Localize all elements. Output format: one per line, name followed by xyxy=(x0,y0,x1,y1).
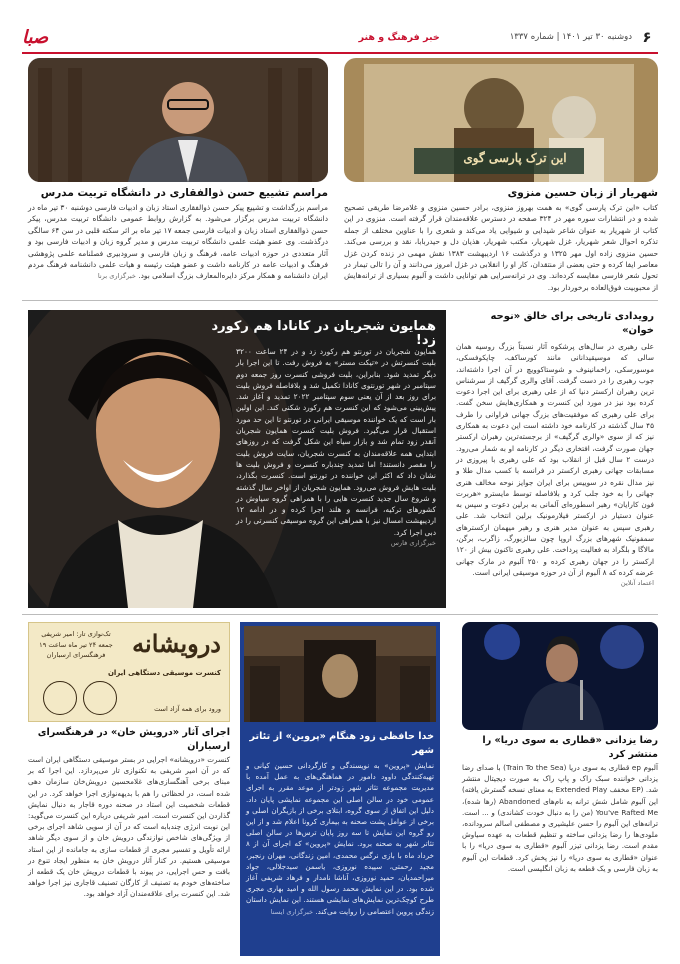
ad-subtitle: کنسرت موسیقی دستگاهی ایران xyxy=(107,669,221,677)
concert-ad xyxy=(28,622,230,722)
zolfaghari-byline: خبرگزاری برنا xyxy=(97,272,136,281)
page-number: ۶ xyxy=(642,28,652,46)
parvin-byline: خبرگزاری ایسنا xyxy=(270,907,314,916)
ad-venue: فرهنگسرای ارسباران xyxy=(46,651,106,659)
darvishaneh-body: کنسرت «درویشانه» اجرایی در بستر موسیقی دستگاهی ایران است که در آن امیر شریفی به تکنوازی تار می‌پردازد. این اجرا که بر مبنای برخی آهنگسازی‌های غلامحسین درویش‌خان سازمان دهی شده است، در لحظاتی را هم با بدیهه‌نوازی اجرا خواهد کرد. در این قطعات شخصیت این استاد در صحنه دوره قاجار به دنبال نمایش گذاردن این کنسرت است. امیر شریفی درباره این کنسرت می‌گوید: این نوبت انرژی چندبابه است که در آن از سویی شاهد اجرای برخی از ویژگی‌های شاخص نوازندگی درویش خان و از سوی دیگر شاهد ارائه تأویل و تفسیر مجری از قطعات سازی به جامانده از این استاد موسیقی هستیم. در کنار آثار درویش خان به منظور ایجاد تنوع در بافت و حس اجرایی، در پیوند با قطعات درویش خان یک قطعه از ساخته‌های خودم به تصنیف از کارگان تصنیف قاجاری نیز اجرا خواهد شد. این کنسرت برای علاقه‌مندان آزاد خواهد بود. xyxy=(28,755,230,899)
section-title: خبر فرهنگ و هنر xyxy=(358,31,440,43)
zolfaghari-photo xyxy=(28,58,328,182)
monzavi-body: کتاب «این ترک پارسی گوی» به همت بهروز منزوی، برادر حسین منزوی و غلامرضا طریقی تصحیح شده و در انتشارات سوره مهر در ۳۲۴ صفحه در دسترس علاقه‌مندان قرار گرفته است. منزوی در این کتاب از شهریار به عنوان شاعر شیدایی و شیوایی یاد می‌کند و شعری را با عناوین مختلف از جمله تذکره احوال شعر شهریار، غزل شهریار، مکتب شهریار، هذیان دل و حیدربابا، نقد و بررسی می‌کند. حسین منزوی زاده اول مهر ۱۳۲۵ و درگذشت ۱۶ اردیبهشت ۱۳۸۳ نقش مهمی در زنده کردن غزل معاصر ایفا کرده و حتی بعضی از منتقدان، کار او را انقلابی در غزل امروز می‌دانند و آن را تالی تیمار در تحول شعر فارسی مقایسه کرده‌اند. وی در ترانه‌سرایی هم توانایی داشت و آلبوم بسیاری از ترانه‌هایش از محبوبیت فوق‌العاده برخوردار بود. xyxy=(344,203,659,292)
emblem-icon-2 xyxy=(83,681,117,715)
yazdani-headline: رضا یزدانی «قطاری به سوی دریا» را منتشر کرد xyxy=(482,735,658,760)
section-divider-2 xyxy=(22,614,658,615)
header-rule xyxy=(22,52,658,54)
story-monzavi xyxy=(344,58,658,293)
newspaper-logo: صبا xyxy=(22,26,49,48)
page-header xyxy=(22,26,658,48)
story-zolfaghari xyxy=(28,58,328,283)
yazdani-photo xyxy=(462,622,658,730)
rahbari-body xyxy=(456,341,654,590)
book-cover-title: این ترک پارسی گوی xyxy=(463,151,567,165)
rahbari-text: علی رهبری در سال‌های پرشکوه آثار نسبتاً بزرگ روسیه همان سالی که موسیقیدانانی مانند کورساکف، چایکوفسکی، موسورسکی، راخمانینوف و شوستاکوویچ در آن اجرا داشته‌اند، جوب رهبری را در دست گرفت. آقای والری گرگیف از سرشناس ترین رهبران ارکستر دنیا که از علی رهبری برای این اجرا دعوت کرده بود نیز در مورد این کنسرت و همکاری‌هایش سخن گفت. برای علی رهبری که موفقیت‌های بزرگ جهانی فراوانی را طرف ۴۵ سال گذشته در کارنامه خود داشته است این دعوت به همکاری نیز که از سوی «والری گرگیف» از برجسته‌ترین رهبران ارکستر جهان صورت گرفت، افتخاری دیگر در کارنامه او به شمار می‌رود. درست ۲ سال قبل از انقلاب بود که علی رهبری با پیروزی در مسابقات جهانی رهبری ارکستر در فرانسه با کسب مدال طلا و نیز مدال نقره در سوییس برای ایران جوایز نوحه مخالف هنری جهانی را به خود جلب کرد و بلافاصله توسط مایسترو «هربرت فون کارایان» رهبر اسطوره‌ای آلمانی به برلین دعوت و سپس به عنوان دستیار در ارکستر فیلارمونیک برلین انتخاب شد. علی رهبری سپس به عنوان مدیر هنری و رهبر میهمان ارکسترهای سمفونیک شهرهای بزرگ اروپا چون سالزبورگ، زاگرب، برگن، مالاگا و بلگراد به فعالیت پرداخت. علی رهبری تاکنون بیش از ۱۲۰ ارکستر را در جهان رهبری کرده و ۲۵۰ آلبوم در مارک جهانی عرضه کرده که ۸ آلبوم از آن در حوزه موسیقی ایرانی است. xyxy=(456,342,655,577)
story-rahbari xyxy=(456,310,654,590)
shajarian-headline: همایون شجریان در کانادا هم رکورد زد! xyxy=(211,319,436,348)
monzavi-headline: شهریار از زبان حسین منزوی xyxy=(507,187,658,199)
section-divider xyxy=(22,300,658,301)
emblem-icon xyxy=(43,681,77,715)
rahbari-headline: رویدادی تاریخی برای خالق «نوحه خوان» xyxy=(490,311,654,336)
concert-photo-image xyxy=(462,622,658,730)
ad-title: درویشانه xyxy=(132,629,221,658)
ad-footer: ورود برای همه آزاد است xyxy=(154,705,221,713)
parvin-headline: خدا حافظی زود هنگام «پروین» از تئاتر شهر xyxy=(249,731,434,756)
issue-date: دوشنبه ۳۰ تیر ۱۴۰۱ | شماره ۱۳۳۷ xyxy=(509,32,632,42)
zolfaghari-text: مراسم بزرگداشت و تشییع پیکر حسن ذوالفقاری استاد زبان و ادبیات فارسی دوشنبه ۳۰ تیر ماه در دانشگاه تربیت مدرس برگزار می‌شود. به گزارش روابط عمومی دانشگاه تربیت مدرس، پیکر حسن ذوالفقاری استاد زبان و ادبیات فارسی جمعه ۱۷ تیر ماه بر اثر سکته قلبی در سن ۶۴ سالگی درگذشت. وی عضو هیئت علمی دانشگاه تربیت مدرس و مدیر گروه زبان و ادبیات فارسی بود و آثار متعددی در حوزه ادبیات عامه، فرهنگ و زبان فارسی و سرودبیری فصلنامه علمی پژوهشی فرهنگ و ادبیات عامه در کارنامه داشت و عضو هیئت رئیسه و هیات علمی دانشنامه فرهنگ مردم ایران دانشنامه و همکار مرکز دایره‌المعارف بزرگ اسلامی بود. xyxy=(28,203,328,281)
zolfaghari-body xyxy=(28,202,328,283)
story-darvishaneh xyxy=(28,622,230,900)
rahbari-byline: اعتماد آنلاین xyxy=(620,579,654,588)
ad-details xyxy=(33,629,119,661)
portrait-image xyxy=(28,58,328,182)
theater-poster-image xyxy=(244,626,436,722)
ad-subline: تک‌نوازی تار: امیر شریفی xyxy=(41,630,111,638)
book-cover-photo xyxy=(344,58,658,182)
darvishaneh-headline: اجرای آثار «درویش خان» در فرهنگسرای ارسباران xyxy=(37,727,230,752)
ad-detail: جمعه ۲۴ تیر ماه ساعت ۱۹ xyxy=(39,640,113,649)
feature-shajarian xyxy=(28,310,446,608)
parvin-body xyxy=(240,760,440,918)
shajarian-body xyxy=(236,346,436,549)
shajarian-text: همایون شجریان در تورنتو هم رکورد زد و در ۲۴ ساعت ۳۲۰۰ بلیت کنسرتش در «تیکت مستر» به فروش رفت. تا این اجرا بار دیگر تمدید شود. بنابراین، بلیت فروشی کنسرت روز جمعه دوم سپتامبر در شهر تورنتوی کانادا تکمیل شد و بلافاصله فروش بلیت برای روز بعد از آن یعنی سوم سپتامبر ۲۰۲۲ تمدید و آغاز شد. پیش‌بینی می‌شود که این کنسرت هم رکورد شکنی کند. این اولین بار است که یک خواننده موسیقی ایرانی در تورنتو تا این حد مورد استقبال قرار می‌گیرد. فروش بلیت کنسرت همایون شجریان آنقدر زود تمام شد و بازار سیاه این شکل گرفت که در روزهای ابتدایی همه علاقه‌مندان به کنسرت شجریان، سایت فروش بلیت را مقصر دانستند! اما تمدید چندباره کنسرت و فروش بلیت ها نشان داد که اکثر این خواننده در تورنتو است. کنسرت بگذارد، بلیت هایش فروش می‌رود. همایون شجریان از اواخر سال گذشته و شروع سال جدید کنسرت هایی را با همراهی گروه سیاوش در کشورهای ترکیه، فرانسه و هلند اجرا کرده و در ادامه ۱۲ اردیبهشت امسال نیز با همراهی این گروه موسیقی کنسرتی را در دبی اجرا کرد. xyxy=(236,347,436,537)
zolfaghari-headline: مراسم تشییع حسن ذوالفقاری در دانشگاه تربیت مدرس xyxy=(40,187,328,199)
story-parvin xyxy=(240,622,440,956)
story-yazdani xyxy=(462,622,658,874)
parvin-text: نمایش «پروین» به نویسندگی و کارگردانی حسین کیانی و تهیه‌کنندگی داوود دامور در هماهنگی‌های به عمل آمده با مدیریت مجموعه تئاتر شهر زودتر از موعد مقرر به اجرای عمومی خود در سالن اصلی این مجموعه نمایشی پایان داد. دلیل این اتفاق از سوی گروه، ابتلای برخی از بازیگران اصلی و برخی از عوامل پشت صحنه به بیماری کرونا اعلام شد و از این رو گروه این نمایش تا سه روز پایان ترس‌ها در سالن اصلی تئاتر شهر به صحنه برود. نمایش «پروین» که اجرای آن از ۸ خرداد ماه با بازی نرگس محمدی، امین زندگانی، مهران رنجبر، مجید رحمتی، سپیده نوروزی، یاسمن سیدجلالی، جواد میراحمدیان، حمید نوروزی، آناشا نامدار و فرهاد شریفی آغاز شده بود. در این نمایش محمد رسول الله و امید بهاری مجری طرح کوچک‌ترین نمایش‌های نمایشی هستند. این نمایش داستان زندگی پروین اعتصامی را روایت می‌کند. xyxy=(246,761,434,916)
parvin-photo xyxy=(244,626,436,722)
yazdani-body: آلبوم ep قطاری به سوی دریا (Train To the Sea) با صدای رضا یزدانی خواننده سبک راک و پاپ راک به صورت دیجیتال منتشر شد. (EP مخفف Extended Play به معنای نسخه گسترش یافته) این آلبوم شامل شش ترانه به نام‌های Abandoned (رها شده)، You've Rafted Me (من را به دنبال خودت کشاندی) و ... است. ترانه‌های این آلبوم را حسن علیشیری و مصطفی اسالم سرودانده، ملودی‌ها را رضا یزدانی ساخته و تنظیم قطعات به عهده سیاوش مقدم است. رضا یزدانی تیزر آلبوم «قطاری به سوی دریا» را با عنوان «قطاری به سوی دریا» را نیز پخش کرد. قطعات این آلبوم به زبان فارسی و یک قطعه به زبان انگلیسی است. xyxy=(462,763,659,873)
shajarian-byline: خبرگزاری فارس xyxy=(390,539,436,548)
